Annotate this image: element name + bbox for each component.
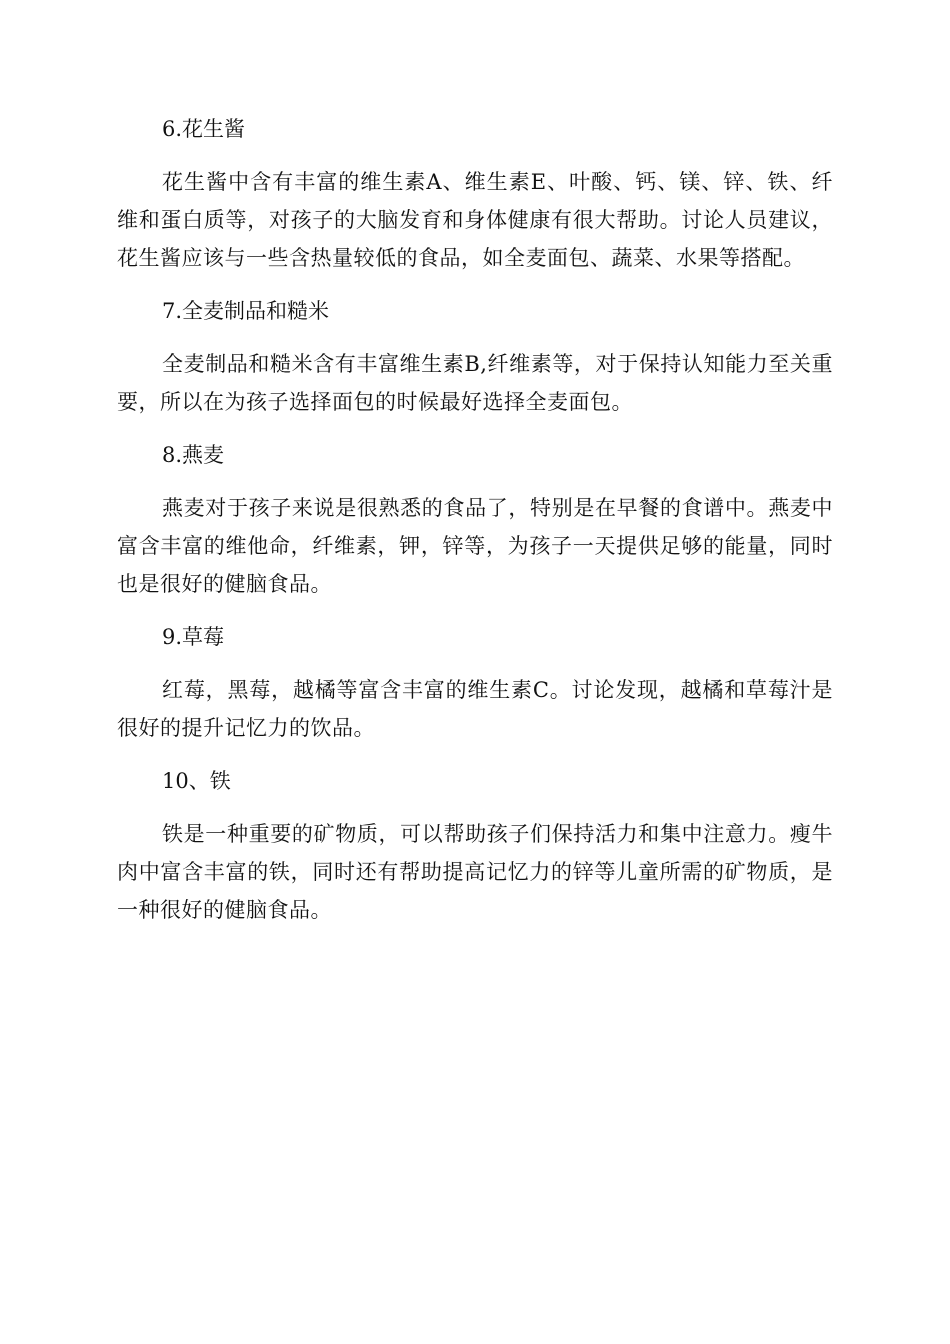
section-heading: 9.草莓 — [162, 625, 225, 649]
document-page — [117, 110, 833, 944]
section-heading: 10、铁 — [162, 769, 231, 793]
section-oats — [117, 436, 833, 603]
section-heading: 8.燕麦 — [162, 443, 225, 467]
section-paragraph: 花生酱中含有丰富的维生素A、维生素E、叶酸、钙、镁、锌、铁、纤维和蛋白质等，对孩子的大脑发育和身体健康有很大帮助。讨论人员建议，花生酱应该与一些含热量较低的食品，如全麦面包、蔬菜、水果等搭配。 — [117, 170, 833, 270]
section-iron — [117, 762, 833, 929]
section-heading: 6.花生酱 — [162, 117, 246, 141]
section-peanut-butter — [117, 110, 833, 277]
section-paragraph: 红莓，黑莓，越橘等富含丰富的维生素C。讨论发现，越橘和草莓汁是很好的提升记忆力的饮品。 — [117, 678, 833, 740]
section-paragraph: 铁是一种重要的矿物质，可以帮助孩子们保持活力和集中注意力。瘦牛肉中富含丰富的铁，同时还有帮助提高记忆力的锌等儿童所需的矿物质，是一种很好的健脑食品。 — [117, 822, 833, 922]
section-whole-grain — [117, 292, 833, 421]
section-paragraph: 全麦制品和糙米含有丰富维生素B,纤维素等，对于保持认知能力至关重要，所以在为孩子选择面包的时候最好选择全麦面包。 — [117, 352, 833, 414]
section-strawberry — [117, 618, 833, 747]
section-paragraph: 燕麦对于孩子来说是很熟悉的食品了，特别是在早餐的食谱中。燕麦中富含丰富的维他命，纤维素，钾，锌等，为孩子一天提供足够的能量，同时也是很好的健脑食品。 — [117, 496, 833, 596]
section-heading: 7.全麦制品和糙米 — [162, 299, 330, 323]
